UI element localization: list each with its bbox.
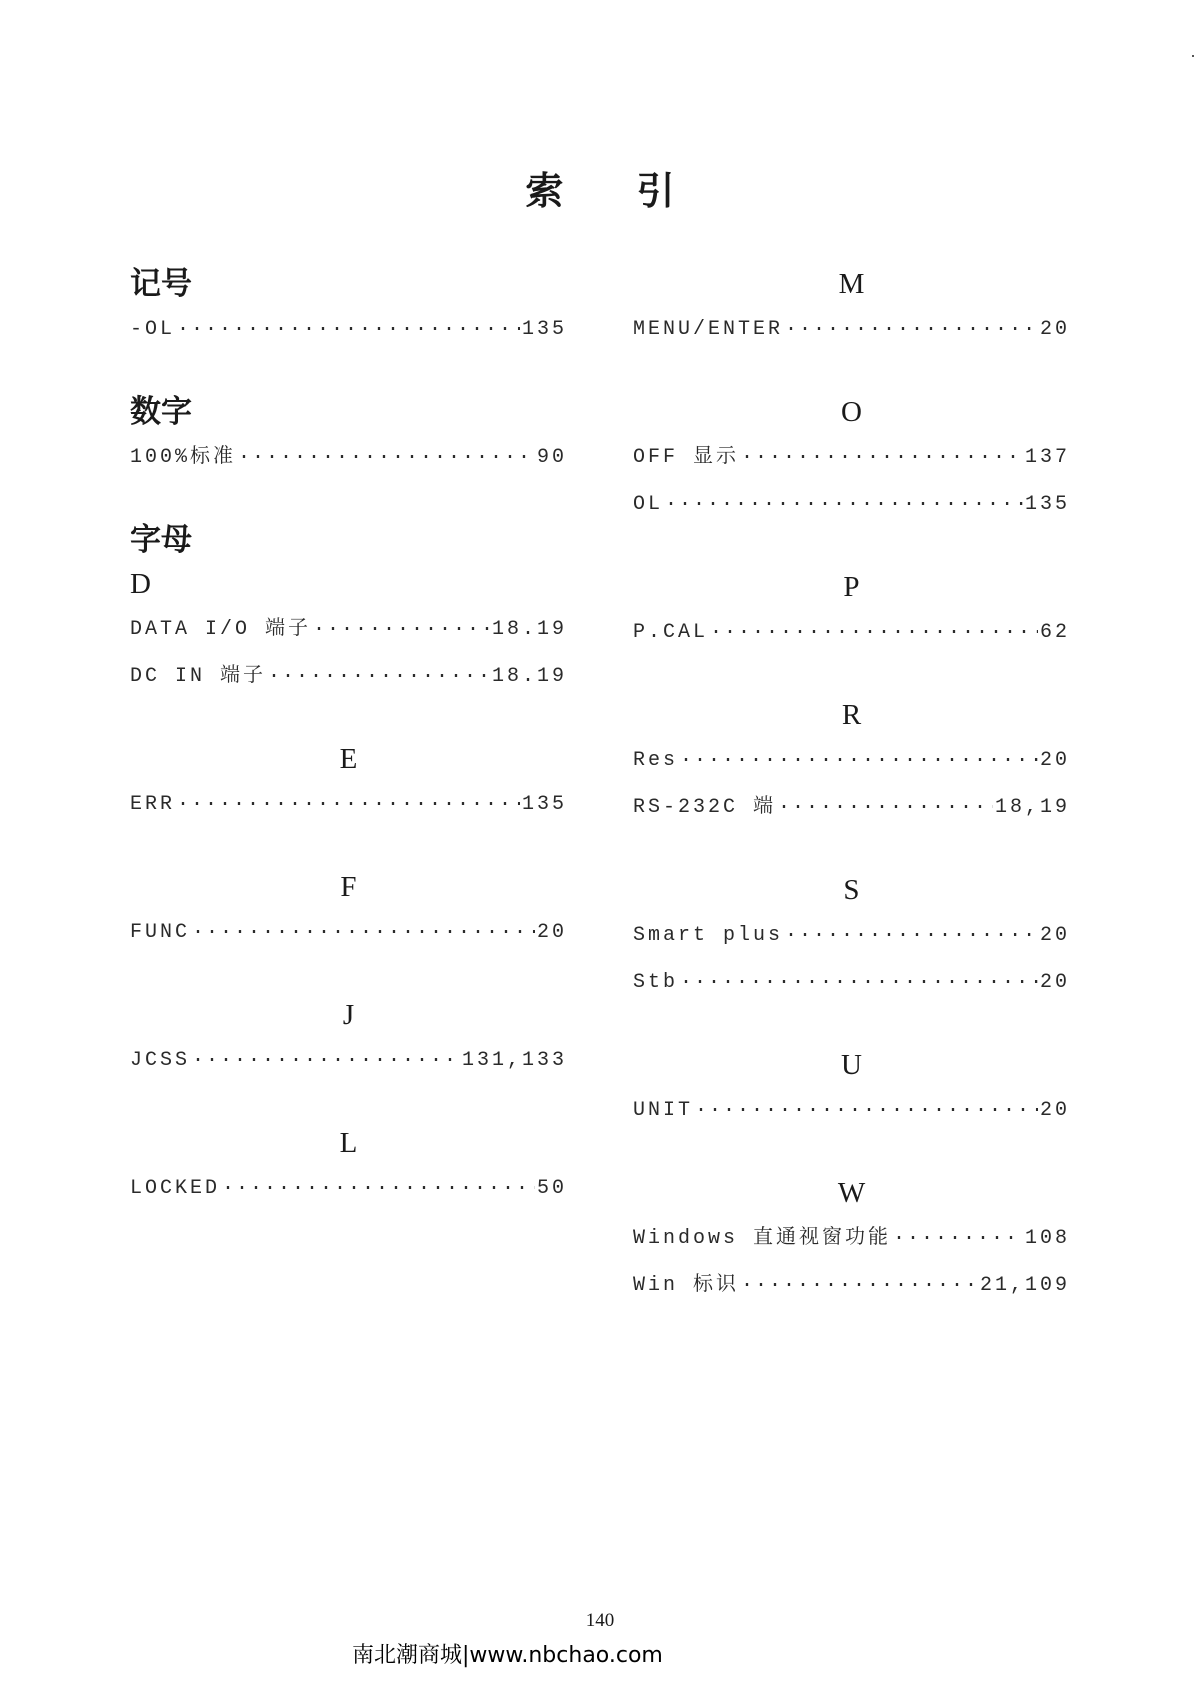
entry-page: 21,109 [979,1274,1070,1297]
entry-term: Stb [633,971,679,994]
entry-page: 18.19 [491,618,567,641]
entry-term: RS-232C 端 [633,796,777,819]
entry-page: 20 [1039,318,1070,341]
dot-leader [238,434,535,481]
letter-heading-s: S [843,874,860,906]
index-entry[interactable] [633,1262,1070,1309]
entry-page: 90 [536,446,567,469]
index-entry[interactable] [633,306,1070,353]
entry-page: 135 [521,318,567,341]
entry-page: 18,19 [994,796,1070,819]
dot-leader [192,909,535,956]
index-entry[interactable] [633,481,1070,528]
index-left-column [130,262,567,1212]
entry-page: 131,133 [461,1049,567,1072]
index-entry[interactable] [633,434,1070,481]
letter-heading-d: D [130,568,151,600]
entry-term: MENU/ENTER [633,318,784,341]
letter-heading-l: L [339,1127,358,1159]
entry-term: DATA I/O 端子 [130,618,312,641]
entry-term: Smart plus [633,924,784,947]
dot-leader [695,1087,1038,1134]
dot-leader [680,737,1038,784]
index-entry[interactable] [633,912,1070,959]
letter-heading-u: U [841,1049,862,1081]
footer-watermark[interactable]: 南北潮商城|www.nbchao.com [352,1643,663,1668]
letter-heading-e: E [339,743,358,775]
section-heading-symbols: 记号 [130,266,192,302]
index-entry[interactable] [130,781,567,828]
entry-term: UNIT [633,1099,694,1122]
dot-leader [741,434,1023,481]
index-entry[interactable] [130,1037,567,1084]
index-entry[interactable] [633,1087,1070,1134]
dot-leader [785,912,1038,959]
section-heading-letters: 字母 [130,522,192,558]
index-entry[interactable] [633,609,1070,656]
section-heading-digits: 数字 [130,394,192,430]
entry-page: 62 [1039,621,1070,644]
dot-leader [741,1262,978,1309]
index-right-column [633,262,1070,1309]
entry-term: P.CAL [633,621,709,644]
dot-leader [893,1215,1023,1262]
dot-leader [710,609,1038,656]
letter-heading-o: O [841,396,862,428]
entry-page: 20 [536,921,567,944]
entry-term: OL [633,493,664,516]
letter-heading-f: F [340,871,357,903]
index-entry[interactable] [130,1165,567,1212]
dot-leader [268,653,490,700]
index-entry[interactable] [633,737,1070,784]
dot-leader [177,781,520,828]
entry-page: 18.19 [491,665,567,688]
entry-page: 20 [1039,971,1070,994]
entry-page: 20 [1039,749,1070,772]
dot-leader [177,306,520,353]
entry-term: FUNC [130,921,191,944]
entry-term: 100%标准 [130,446,237,469]
entry-page: 137 [1024,446,1070,469]
entry-term: Win 标识 [633,1274,740,1297]
scan-mark [1192,55,1194,57]
index-entry[interactable] [130,434,567,481]
entry-term: LOCKED [130,1177,221,1200]
entry-page: 135 [1024,493,1070,516]
entry-page: 135 [521,793,567,816]
page-number: 140 [585,1610,615,1631]
dot-leader [222,1165,535,1212]
entry-term: Windows 直通视窗功能 [633,1227,892,1250]
entry-term: OFF 显示 [633,446,740,469]
entry-term: ERR [130,793,176,816]
entry-page: 50 [536,1177,567,1200]
entry-term: Res [633,749,679,772]
entry-page: 20 [1039,1099,1070,1122]
index-entry[interactable] [633,1215,1070,1262]
entry-term: DC IN 端子 [130,665,267,688]
dot-leader [785,306,1038,353]
letter-heading-r: R [841,699,862,731]
entry-page: 20 [1039,924,1070,947]
dot-leader [778,784,993,831]
dot-leader [680,959,1038,1006]
letter-heading-w: W [837,1177,866,1209]
entry-term: JCSS [130,1049,191,1072]
entry-page: 108 [1024,1227,1070,1250]
letter-heading-m: M [838,268,865,300]
index-entry[interactable] [130,606,567,653]
index-entry[interactable] [633,784,1070,831]
index-entry[interactable] [130,306,567,353]
index-entry[interactable] [130,909,567,956]
letter-heading-p: P [843,571,860,603]
entry-term: -OL [130,318,176,341]
index-entry[interactable] [633,959,1070,1006]
dot-leader [665,481,1023,528]
dot-leader [313,606,490,653]
index-entry[interactable] [130,653,567,700]
letter-heading-j: J [342,999,355,1031]
dot-leader [192,1037,460,1084]
page-title: 索 引 [525,169,705,213]
